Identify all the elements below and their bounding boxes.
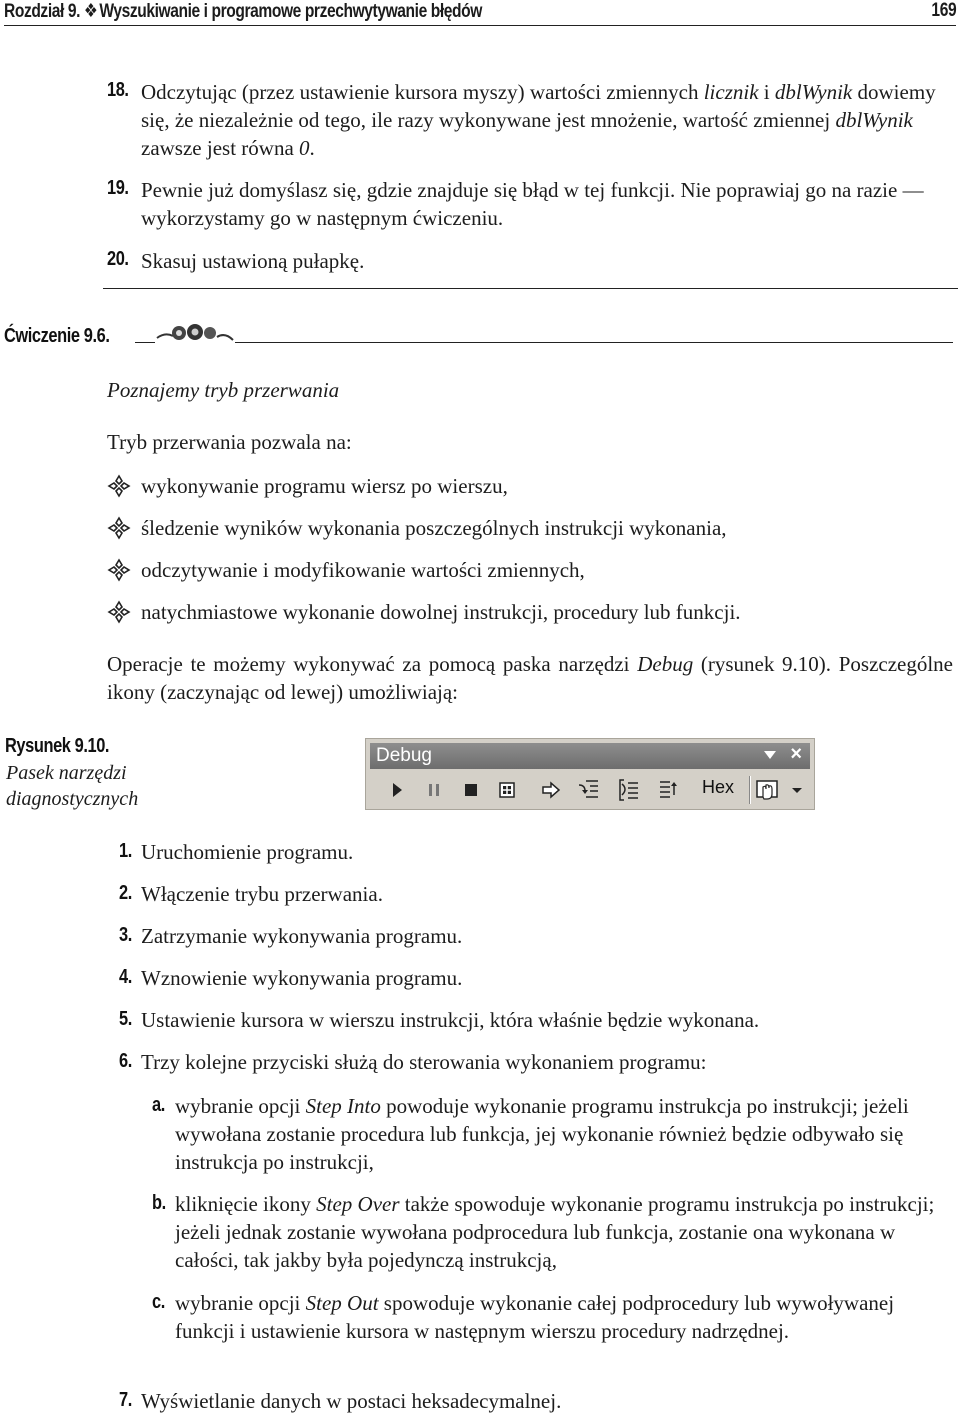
- list-number: 6.: [119, 1050, 132, 1072]
- step-over-icon[interactable]: [616, 777, 642, 803]
- bullet-text: wykonywanie programu wiersz po wierszu,: [141, 474, 508, 498]
- list-number: 1.: [119, 840, 132, 862]
- chapter-label: Rozdział 9.: [4, 1, 81, 22]
- figure-caption: [6, 760, 138, 812]
- chevron-down-icon[interactable]: [790, 777, 804, 803]
- step-out-icon[interactable]: [656, 777, 682, 803]
- caption-line: Pasek narzędzi: [6, 762, 127, 784]
- list-number: 3.: [119, 924, 132, 946]
- toolbar-separator: [749, 776, 751, 804]
- step-number: 19.: [107, 177, 129, 199]
- figure-number: Rysunek 9.10.: [5, 735, 110, 757]
- chapter-title: Wyszukiwanie i programowe przechwytywanie błędów: [99, 1, 482, 22]
- list-item: Zatrzymanie wykonywania programu.: [141, 924, 463, 948]
- close-icon[interactable]: ×: [790, 743, 802, 765]
- bullet-icon: ❖: [83, 1, 98, 22]
- step-into-icon[interactable]: [576, 777, 602, 803]
- sublist-item: wybranie opcji Step Into powoduje wykonanie programu instrukcja po instrukcji; jeżeli wywołana zostanie procedura lub funkcja, jej wykonanie również będzie odbywało się instrukcja po instrukcji,: [175, 1094, 909, 1174]
- toolbar-options-icon[interactable]: [764, 751, 776, 759]
- diamond-bullet-icon: [107, 600, 131, 624]
- design-mode-icon[interactable]: [494, 777, 520, 803]
- diamond-bullet-icon: [107, 516, 131, 540]
- step-number: 20.: [107, 248, 129, 270]
- sublist-item: kliknięcie ikony Step Over także spowoduje wykonanie programu instrukcja po instrukcji; jeżeli jednak zostanie wywołana podprocedura lub funkcja, zostanie ona wykonana w całości, tak jakby była pojedynczą instrukcją,: [175, 1192, 935, 1272]
- list-item: Wyświetlanie danych w postaci heksadecymalnej.: [141, 1389, 562, 1413]
- debug-toolbar: [365, 738, 815, 810]
- header-left: [4, 0, 482, 23]
- sublist-letter: a.: [152, 1094, 165, 1116]
- run-icon[interactable]: [384, 777, 410, 803]
- list-number: 7.: [119, 1389, 132, 1411]
- diamond-bullet-icon: [107, 474, 131, 498]
- list-item: Ustawienie kursora w wierszu instrukcji, która właśnie będzie wykonana.: [141, 1008, 760, 1032]
- step-text: Pewnie już domyślasz się, gdzie znajduje się błąd w tej funkcji. Nie poprawiaj go na razie — wykorzystamy go w następnym ćwiczeniu.: [141, 178, 924, 230]
- sublist-letter: b.: [152, 1192, 166, 1214]
- divider: [103, 288, 958, 289]
- divider: [135, 342, 953, 343]
- step-text: Odczytując (przez ustawienie kursora myszy) wartości zmiennych licznik i dblWynik dowiemy się, że niezależnie od tego, ile razy wykonywane jest mnożenie, wartość zmiennej dblWynik zawsze jest równa 0.: [141, 80, 936, 160]
- bullet-text: śledzenie wyników wykonania poszczególnych instrukcji wykonania,: [141, 516, 727, 540]
- intro-text: Tryb przerwania pozwala na:: [107, 430, 352, 454]
- list-item: Wznowienie wykonywania programu.: [141, 966, 463, 990]
- paragraph: Operacje te możemy wykonywać za pomocą paska narzędzi Debug (rysunek 9.10). Poszczególne ikony (zaczynając od lewej) umożliwiają:: [107, 652, 954, 704]
- list-number: 5.: [119, 1008, 132, 1030]
- list-item: Włączenie trybu przerwania.: [141, 882, 383, 906]
- list-number: 4.: [119, 966, 132, 988]
- bullet-text: natychmiastowe wykonanie dowolnej instrukcji, procedury lub funkcji.: [141, 600, 741, 624]
- bullet-text: odczytywanie i modyfikowanie wartości zmiennych,: [141, 558, 585, 582]
- toolbar-title: Debug: [376, 745, 432, 766]
- page-number: 169: [931, 0, 956, 21]
- list-number: 2.: [119, 882, 132, 904]
- step-text: Skasuj ustawioną pułapkę.: [141, 249, 365, 273]
- reset-icon[interactable]: [458, 777, 484, 803]
- list-item: Uruchomienie programu.: [141, 840, 354, 864]
- running-header: [4, 0, 956, 26]
- hex-display-button[interactable]: Hex: [702, 777, 735, 797]
- toggle-breakpoint-icon[interactable]: [538, 777, 564, 803]
- exercise-subtitle: Poznajemy tryb przerwania: [107, 378, 340, 402]
- diamond-bullet-icon: [107, 558, 131, 582]
- toolbar-titlebar[interactable]: [370, 743, 810, 769]
- list-item: Trzy kolejne przyciski służą do sterowania wykonaniem programu:: [141, 1050, 707, 1074]
- caption-line: diagnostycznych: [6, 788, 139, 810]
- step-number: 18.: [107, 79, 129, 101]
- quick-watch-icon[interactable]: [755, 777, 785, 803]
- exercise-title: Ćwiczenie 9.6.: [4, 325, 110, 347]
- break-icon[interactable]: [421, 777, 447, 803]
- sublist-letter: c.: [152, 1291, 165, 1313]
- sublist-item: wybranie opcji Step Out spowoduje wykonanie całej podprocedury lub wywoływanej funkcji i ustawienie kursora w następnym wierszu procedury nadrzędnej.: [175, 1291, 895, 1343]
- ornament-icon: [155, 322, 235, 344]
